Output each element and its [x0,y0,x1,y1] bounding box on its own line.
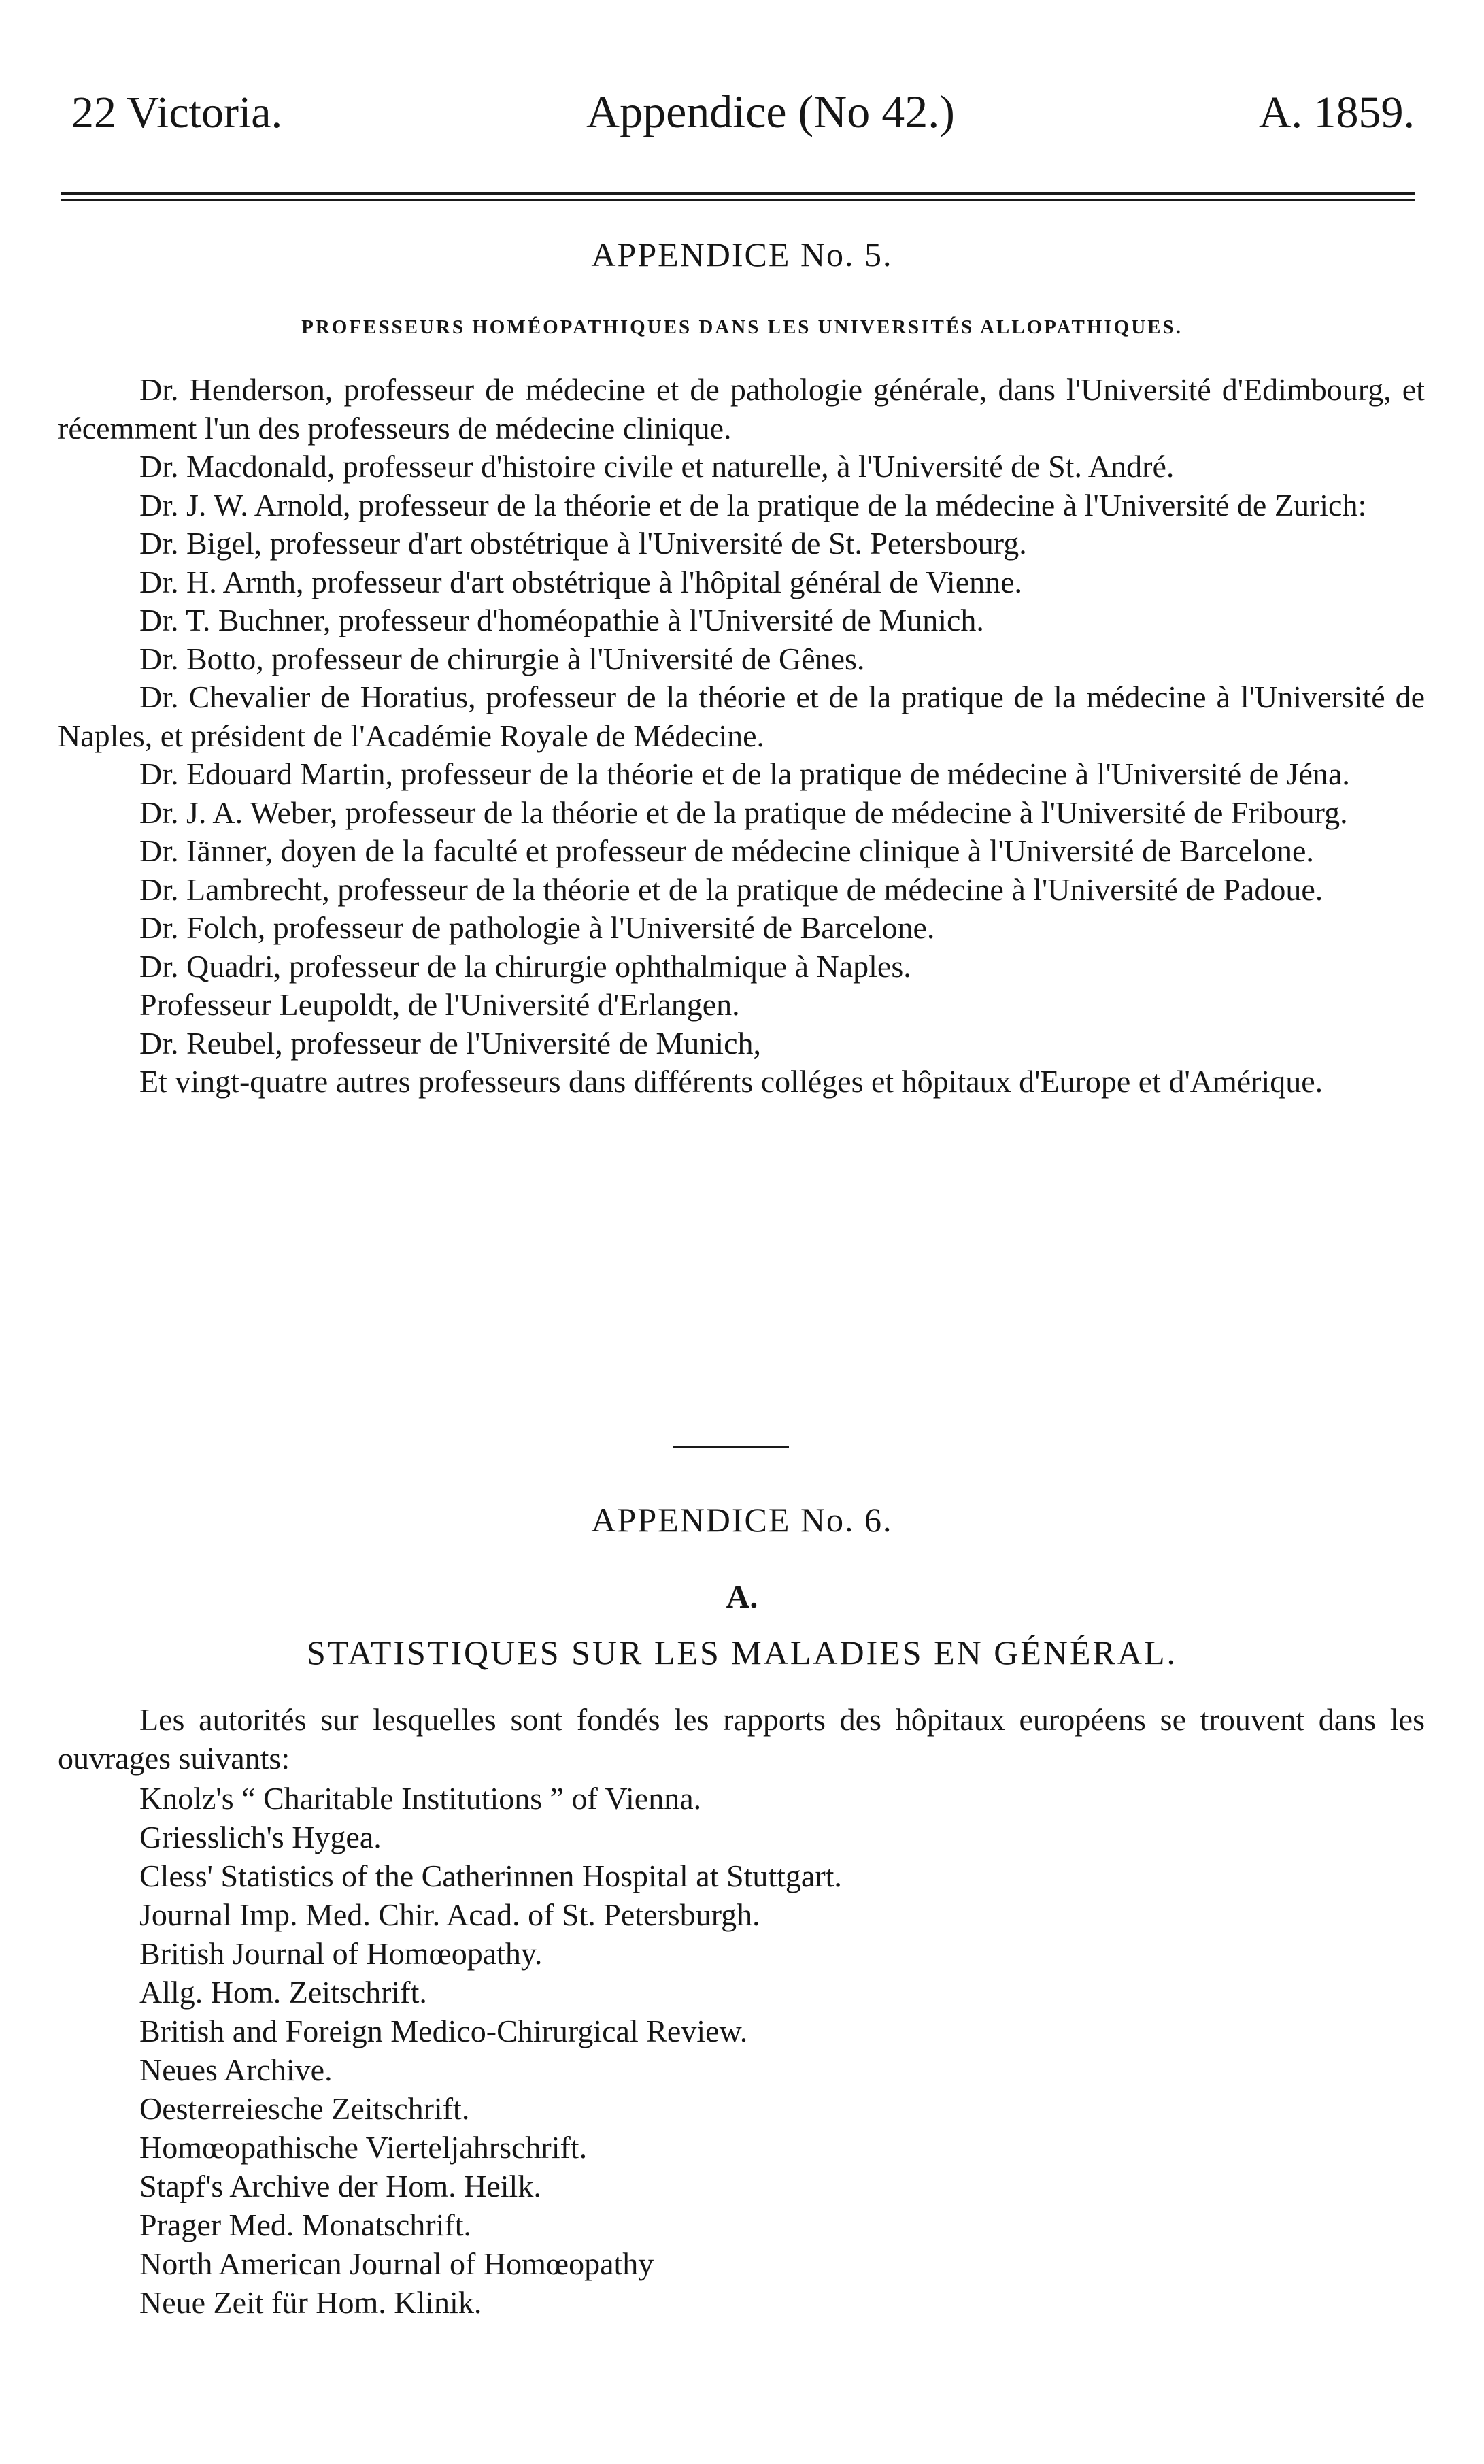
header-right: A. 1859. [1258,88,1415,137]
running-header [71,88,1415,135]
professor-entry: Dr. H. Arnth, professeur d'art obstétrique à l'hôpital général de Vienne. [139,564,1023,599]
source-item: British and Foreign Medico-Chirurgical Review. [139,2014,748,2048]
professor-list [58,371,1425,1101]
appendix-6-title: APPENDICE No. 6. [591,1501,893,1539]
header-rule-bottom [61,199,1415,201]
source-item: Journal Imp. Med. Chir. Acad. of St. Petersburgh. [139,1897,760,1932]
header-left: 22 Victoria. [71,88,283,137]
appendix-5-title: APPENDICE No. 5. [591,235,893,273]
source-item: Knolz's “ Charitable Institutions ” of Vienna. [139,1781,702,1816]
professor-entry: Dr. Edouard Martin, professeur de la théorie et de la pratique de médecine à l'Université de Jéna. [139,756,1350,791]
source-item: Neue Zeit für Hom. Klinik. [139,2285,482,2320]
professor-entry: Professeur Leupoldt, de l'Université d'Erlangen. [139,987,740,1022]
source-item: Griesslich's Hygea. [139,1820,382,1854]
sources-list [139,1779,1364,2322]
section-divider [673,1446,789,1448]
source-item: Prager Med. Monatschrift. [139,2208,471,2242]
header-center: Appendice (No 42.) [586,86,955,137]
source-item: Stapf's Archive der Hom. Heilk. [139,2169,541,2203]
source-item: Neues Archive. [139,2052,333,2087]
professor-entry: Dr. Quadri, professeur de la chirurgie ophthalmique à Naples. [139,948,911,984]
statistics-title: STATISTIQUES SUR LES MALADIES EN GÉNÉRAL. [306,1633,1178,1671]
professor-entry: Dr. Botto, professeur de chirurgie à l'Université de Gênes. [139,641,865,676]
professor-entry: Dr. Lambrecht, professeur de la théorie et de la pratique de médecine à l'Université de Padoue. [139,871,1323,907]
professor-entry: Dr. Henderson, professeur de médecine et de pathologie générale, dans l'Université d'Edimbourg, et récemment l'un des professeurs de médecine clinique. [58,372,1425,446]
source-item: British Journal of Homœopathy. [139,1936,543,1971]
section-letter: A. [726,1579,758,1615]
appendix-5-subtitle: PROFESSEURS HOMÉOPATHIQUES DANS LES UNIVERSITÉS ALLOPATHIQUES. [301,316,1183,338]
source-item: Oesterreiesche Zeitschrift. [139,2091,470,2126]
professor-entry: Dr. J. A. Weber, professeur de la théorie et de la pratique de médecine à l'Université de Fribourg. [139,795,1348,830]
sources-intro [58,1701,1425,1778]
professor-entry: Dr. Macdonald, professeur d'histoire civile et naturelle, à l'Université de St. André. [139,449,1175,484]
professor-entry: Dr. Bigel, professeur d'art obstétrique à l'Université de St. Petersbourg. [139,526,1027,561]
professor-entry: Dr. J. W. Arnold, professeur de la théorie et de la pratique de la médecine à l'Université de Zurich: [139,487,1367,522]
professor-entry: Dr. Iänner, doyen de la faculté et professeur de médecine clinique à l'Université de Barcelone. [139,833,1314,868]
professor-entry: Et vingt-quatre autres professeurs dans différents colléges et hôpitaux d'Europe et d'Amérique. [139,1064,1323,1099]
source-item: Allg. Hom. Zeitschrift. [139,1975,427,2010]
header-rule-top [61,192,1415,195]
professor-entry: Dr. Chevalier de Horatius, professeur de la théorie et de la pratique de la médecine à l'Université de Naples, et président de l'Académie Royale de Médecine. [58,680,1425,753]
professor-entry: Dr. T. Buchner, professeur d'homéopathie à l'Université de Munich. [139,603,984,637]
source-item: Cless' Statistics of the Catherinnen Hospital at Stuttgart. [139,1859,842,1893]
source-item: North American Journal of Homœopathy [139,2246,654,2281]
intro-paragraph: Les autorités sur lesquelles sont fondés les rapports des hôpitaux européens se trouvent dans les ouvrages suivants: [58,1702,1425,1776]
professor-entry: Dr. Reubel, professeur de l'Université de Munich, [139,1025,762,1061]
professor-entry: Dr. Folch, professeur de pathologie à l'Université de Barcelone. [139,910,935,945]
source-item: Homœopathische Vierteljahrschrift. [139,2130,588,2165]
